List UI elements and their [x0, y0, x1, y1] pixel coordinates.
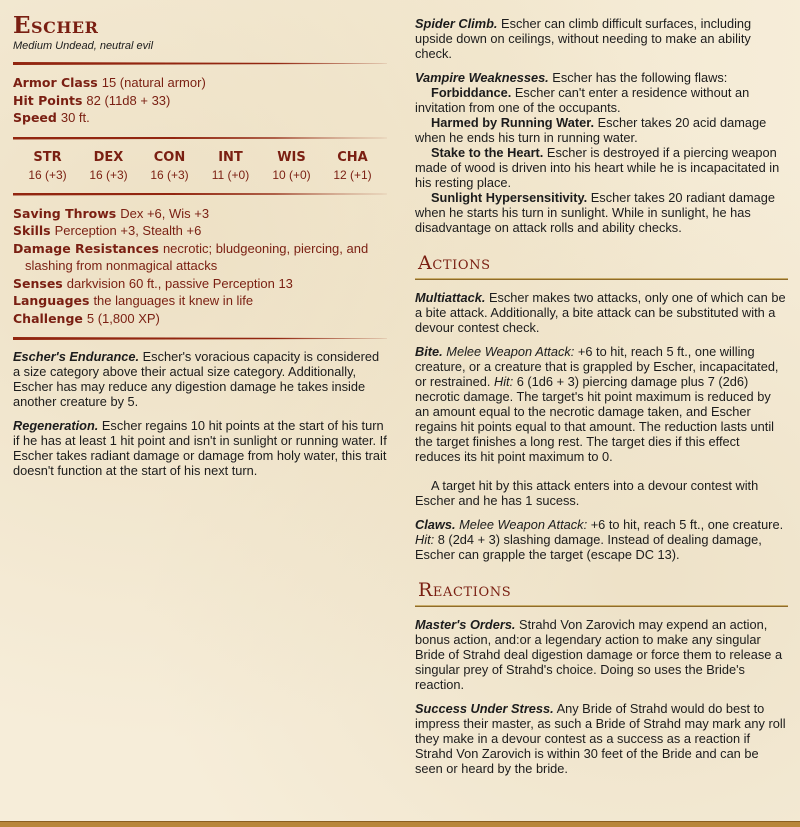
- detail-stats: [13, 205, 387, 328]
- attack-type: Melee Weapon Attack:: [442, 344, 575, 359]
- hit-points-label: Hit Points: [13, 92, 83, 108]
- action-bite-extra: A target hit by this attack enters into a devour contest with Escher and he has 1 sucess.: [415, 478, 759, 508]
- ability-value: 12 (+1): [333, 167, 372, 182]
- action-claws: [415, 517, 788, 562]
- ability-name: CHA: [337, 149, 368, 165]
- weaknesses-intro: [415, 70, 788, 85]
- action-multiattack: [415, 290, 788, 335]
- skills-value: Perception +3, Stealth +6: [54, 223, 202, 238]
- saving-throws: [13, 205, 387, 223]
- hit-points-value: 82 (11d8 + 33): [86, 92, 171, 108]
- reaction-success-under-stress: [415, 701, 788, 776]
- page-bottom-border: [0, 821, 800, 827]
- weakness-running-water: [415, 115, 788, 145]
- ability-con: [141, 149, 199, 183]
- weakness-stake: [415, 145, 788, 190]
- divider: [13, 62, 387, 65]
- weakness-forbiddance: [415, 85, 788, 115]
- damage-resistances-value: necrotic; bludgeoning, piercing, and slashing from nonmagical attacks: [25, 240, 369, 273]
- ability-int: [202, 149, 260, 183]
- action-text: +6 to hit, reach 5 ft., one willing creature, or a creature that is grappled by Escher, incapacitated, or restrained.: [415, 344, 779, 389]
- trait-vampire-weaknesses: [415, 70, 788, 235]
- action-name: Multiattack.: [415, 290, 486, 305]
- languages-label: Languages: [13, 293, 90, 308]
- hit-points: [13, 92, 387, 110]
- weakness-text: Escher can't enter a residence without an invitation from one of the occupants.: [415, 85, 750, 115]
- trait-name: Vampire Weaknesses.: [415, 70, 549, 85]
- reaction-name: Master's Orders.: [415, 617, 516, 632]
- trait-text: Escher's voracious capacity is considered a size category above their actual size category. Additionally, Escher has may reduce any digestion damage he takes inside another creature by 5.: [13, 349, 380, 409]
- weakness-text: Escher takes 20 acid damage when he ends his turn in running water.: [415, 115, 767, 145]
- weakness-text: Escher is destroyed if a piercing weapon made of wood is driven into his heart while he is incapacitated in his resting place.: [415, 145, 780, 190]
- creature-name: Escher: [13, 12, 99, 39]
- saving-throws-label: Saving Throws: [13, 205, 117, 221]
- ability-name: WIS: [277, 149, 306, 165]
- reaction-text: Any Bride of Strahd would do best to impress their master, as such a Bride of Strahd may mark any roll they make in a devour contest as a success as a reaction if Strahd Von Zarovich is within 30 feet of the Bride and can be seen or heard by the bride.: [415, 701, 786, 776]
- trait-text: Escher has the following flaws:: [548, 70, 728, 85]
- weakness-name: Sunlight Hypersensitivity.: [431, 190, 588, 205]
- attack-type: Melee Weapon Attack:: [455, 517, 588, 532]
- hit-label: Hit:: [490, 374, 514, 389]
- saving-throws-value: Dex +6, Wis +3: [120, 205, 210, 221]
- reaction-text: Strahd Von Zarovich may expend an action, bonus action, and:or a legendary action to make any singular Bride of Strahd deal digestion damage or force them to release a singular prey of Strahd's choice. Doing so uses the Bride's reaction.: [415, 617, 783, 692]
- ability-wis: [263, 149, 321, 183]
- section-divider: [415, 278, 788, 280]
- ability-name: DEX: [93, 149, 124, 165]
- ability-scores: [13, 149, 387, 183]
- senses-value: darkvision 60 ft., passive Perception 13: [66, 275, 293, 291]
- ability-value: 16 (+3): [28, 167, 67, 182]
- divider: [13, 137, 387, 140]
- trait-eschers-endurance: [13, 349, 387, 409]
- damage-resistances-label: Damage Resistances: [13, 240, 159, 256]
- trait-name: Escher's Endurance.: [13, 349, 140, 364]
- ability-dex: [80, 149, 138, 183]
- challenge-value: 5 (1,800 XP): [86, 310, 160, 326]
- action-name: Bite.: [415, 344, 443, 359]
- ability-name: STR: [33, 149, 62, 165]
- weakness-sunlight: [415, 190, 788, 235]
- ability-value: 16 (+3): [150, 167, 189, 182]
- armor-class-value: 15 (natural armor): [101, 75, 206, 90]
- senses: [13, 275, 387, 293]
- creature-subtitle: Medium Undead, neutral evil: [13, 40, 154, 52]
- ability-name: CON: [153, 149, 186, 165]
- hit-label: Hit:: [415, 532, 435, 547]
- trait-name: Regeneration.: [13, 418, 99, 433]
- reaction-name: Success Under Stress.: [415, 701, 554, 716]
- weakness-text: Escher takes 20 radiant damage when he starts his turn in sunlight. While in sunlight, he has disadvantage on attack rolls and ability checks.: [415, 190, 776, 235]
- trait-text: Escher regains 10 hit points at the start of his turn if he has at least 1 hit point and isn't in sunlight or running water. If Escher takes radiant damage or damage from holy water, this trait doesn't function at the start of his next turn.: [13, 418, 387, 478]
- action-text: 8 (2d4 + 3) slashing damage. Instead of dealing damage, Escher can grapple the target (escape DC 13).: [415, 532, 762, 562]
- speed: [13, 109, 387, 127]
- speed-value: 30 ft.: [60, 110, 90, 125]
- trait-regeneration: [13, 418, 387, 478]
- armor-class-label: Armor Class: [13, 75, 98, 90]
- ability-value: 10 (+0): [272, 167, 311, 182]
- languages-value: the languages it knew in life: [93, 293, 254, 308]
- ability-value: 16 (+3): [89, 167, 128, 182]
- senses-label: Senses: [13, 275, 63, 291]
- divider: [13, 193, 387, 196]
- action-text: +6 to hit, reach 5 ft., one creature.: [587, 517, 784, 532]
- section-divider: [415, 605, 788, 607]
- ability-name: INT: [218, 149, 243, 165]
- armor-class: [13, 74, 387, 92]
- stat-block-left-column: [13, 0, 387, 487]
- challenge: [13, 310, 387, 328]
- core-stats: [13, 74, 387, 127]
- trait-spider-climb: [415, 16, 788, 61]
- action-text: 6 (1d6 + 3) piercing damage plus 7 (2d6) necrotic damage. The target's hit point maximum is reduced by an amount equal to the necrotic damage taken, and Escher regains hit points equal to that amount. The reduction lasts until the target finishes a long rest. The target dies if this effect reduces its hit point maximum to 0.: [415, 374, 775, 464]
- stat-block-right-column: [415, 16, 788, 785]
- languages: [13, 292, 387, 310]
- actions-heading: Actions: [418, 252, 491, 274]
- reaction-masters-orders: [415, 617, 788, 692]
- action-name: Claws.: [415, 517, 456, 532]
- ability-str: [19, 149, 77, 183]
- action-text: Escher makes two attacks, only one of which can be a bite attack. Additionally, a bite attack can be substituted with a devour contest check.: [415, 290, 786, 335]
- skills: [13, 222, 387, 240]
- reactions-heading: Reactions: [418, 579, 512, 601]
- trait-name: Spider Climb.: [415, 16, 498, 31]
- ability-value: 11 (+0): [211, 167, 250, 182]
- weakness-name: Harmed by Running Water.: [431, 115, 595, 130]
- weakness-name: Stake to the Heart.: [431, 145, 544, 160]
- skills-label: Skills: [13, 223, 51, 238]
- challenge-label: Challenge: [13, 310, 83, 326]
- weakness-name: Forbiddance.: [431, 85, 512, 100]
- damage-resistances: [13, 240, 387, 275]
- speed-label: Speed: [13, 110, 57, 125]
- action-bite: [415, 344, 788, 464]
- divider: [13, 337, 387, 340]
- trait-text: Escher can climb difficult surfaces, including upside down on ceilings, without needing to make an ability check.: [415, 16, 752, 61]
- ability-cha: [324, 149, 382, 183]
